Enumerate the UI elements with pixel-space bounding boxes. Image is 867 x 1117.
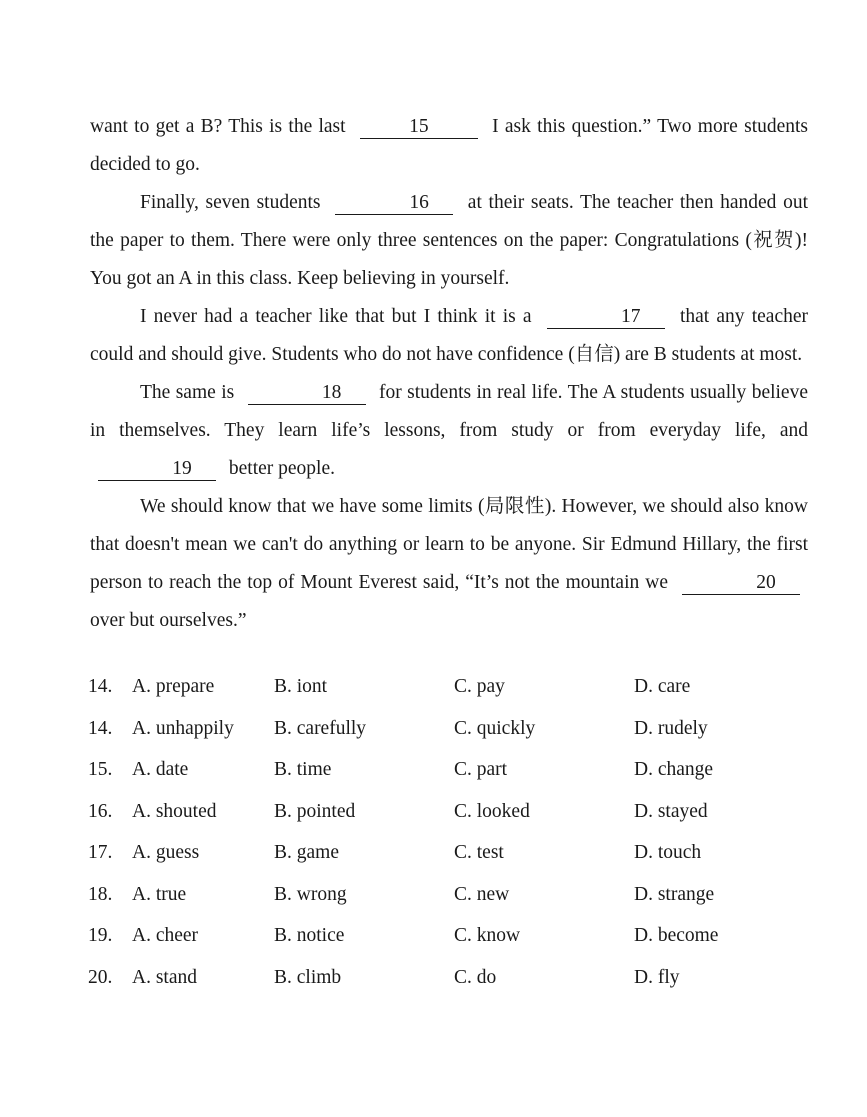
option-b: B. time: [274, 759, 332, 780]
option-row: [88, 759, 808, 801]
option-row: [88, 676, 808, 718]
answer-options: [88, 676, 808, 1008]
blank-18: 18: [248, 382, 366, 405]
option-a: A. prepare: [132, 676, 215, 697]
option-a: A. stand: [132, 966, 197, 988]
option-a: A. unhappily: [132, 717, 234, 739]
option-c: C. pay: [454, 676, 505, 697]
text-segment: want to get a B? This is the last: [90, 116, 346, 137]
blank-15: 15: [360, 116, 478, 139]
option-c: C. part: [454, 759, 508, 780]
option-d: D. fly: [634, 966, 680, 988]
option-row: [88, 718, 808, 760]
paragraph-3: [90, 298, 808, 374]
option-a: A. guess: [132, 842, 200, 863]
option-c: C. looked: [454, 800, 530, 822]
text-segment: The same is: [140, 382, 235, 403]
question-number: 16.: [88, 800, 113, 822]
option-row: [88, 884, 808, 926]
option-d: D. rudely: [634, 717, 708, 739]
question-number: 19.: [88, 925, 113, 946]
question-number: 18.: [88, 883, 113, 905]
text-segment: that any teacher could and should give. Students who do not have confidence (自信) are B students at most.: [90, 306, 808, 365]
option-a: A. true: [132, 883, 187, 905]
option-c: C. do: [454, 966, 497, 988]
text-segment: I ask this question.” Two more students decided to go.: [90, 116, 809, 175]
option-c: C. new: [454, 883, 510, 905]
text-segment: Finally, seven students: [140, 192, 321, 213]
option-row: [88, 801, 808, 843]
question-number: 14.: [88, 717, 113, 739]
option-row: [88, 967, 808, 1009]
text-segment: I never had a teacher like that but I think it is a: [140, 306, 532, 327]
option-a: A. shouted: [132, 800, 217, 822]
option-b: B. notice: [274, 925, 345, 946]
option-d: D. care: [634, 676, 691, 697]
option-row: [88, 925, 808, 967]
blank-17: 17: [547, 306, 665, 329]
text-segment: at their seats. The teacher then handed out the paper to them. There were only three sentences on the paper: Congratulations (祝贺)! You got an A in this class. Keep believing in yourself.: [90, 192, 808, 289]
option-d: D. become: [634, 925, 719, 946]
question-number: 14.: [88, 676, 113, 697]
text-segment: for students in real life. The A students usually believe in themselves. They learn life’s lessons, from study or from everyday life, and: [90, 382, 808, 441]
option-b: B. carefully: [274, 717, 367, 739]
option-c: C. quickly: [454, 717, 536, 739]
question-number: 20.: [88, 966, 113, 988]
option-d: D. stayed: [634, 800, 708, 822]
option-b: B. pointed: [274, 800, 356, 822]
option-b: B. game: [274, 842, 339, 863]
option-d: D. touch: [634, 842, 702, 863]
blank-16: 16: [335, 192, 453, 215]
option-row: [88, 842, 808, 884]
question-number: 15.: [88, 759, 113, 780]
option-c: C. know: [454, 925, 521, 946]
text-segment: better people.: [228, 458, 335, 479]
text-segment: We should know that we have some limits (局限性). However, we should also know that doesn't mean we can't do anything or learn to be anyone. Sir Edmund Hillary, the first person to reach the top of Mount Everest said, “It’s not the mountain we: [90, 496, 808, 593]
option-d: D. strange: [634, 883, 715, 905]
option-c: C. test: [454, 842, 504, 863]
paragraph-1: [90, 108, 808, 184]
paragraph-2: [90, 184, 808, 298]
option-d: D. change: [634, 759, 714, 780]
option-b: B. climb: [274, 966, 342, 988]
option-b: B. wrong: [274, 883, 347, 905]
blank-19: 19: [98, 458, 216, 481]
paragraph-5: [90, 488, 808, 640]
text-segment: over but ourselves.”: [90, 610, 247, 631]
question-number: 17.: [88, 842, 113, 863]
paragraph-4: [90, 374, 808, 488]
option-b: B. iont: [274, 676, 328, 697]
option-a: A. date: [132, 759, 189, 780]
option-a: A. cheer: [132, 925, 199, 946]
cloze-passage: [90, 108, 808, 640]
blank-20: 20: [682, 572, 800, 595]
